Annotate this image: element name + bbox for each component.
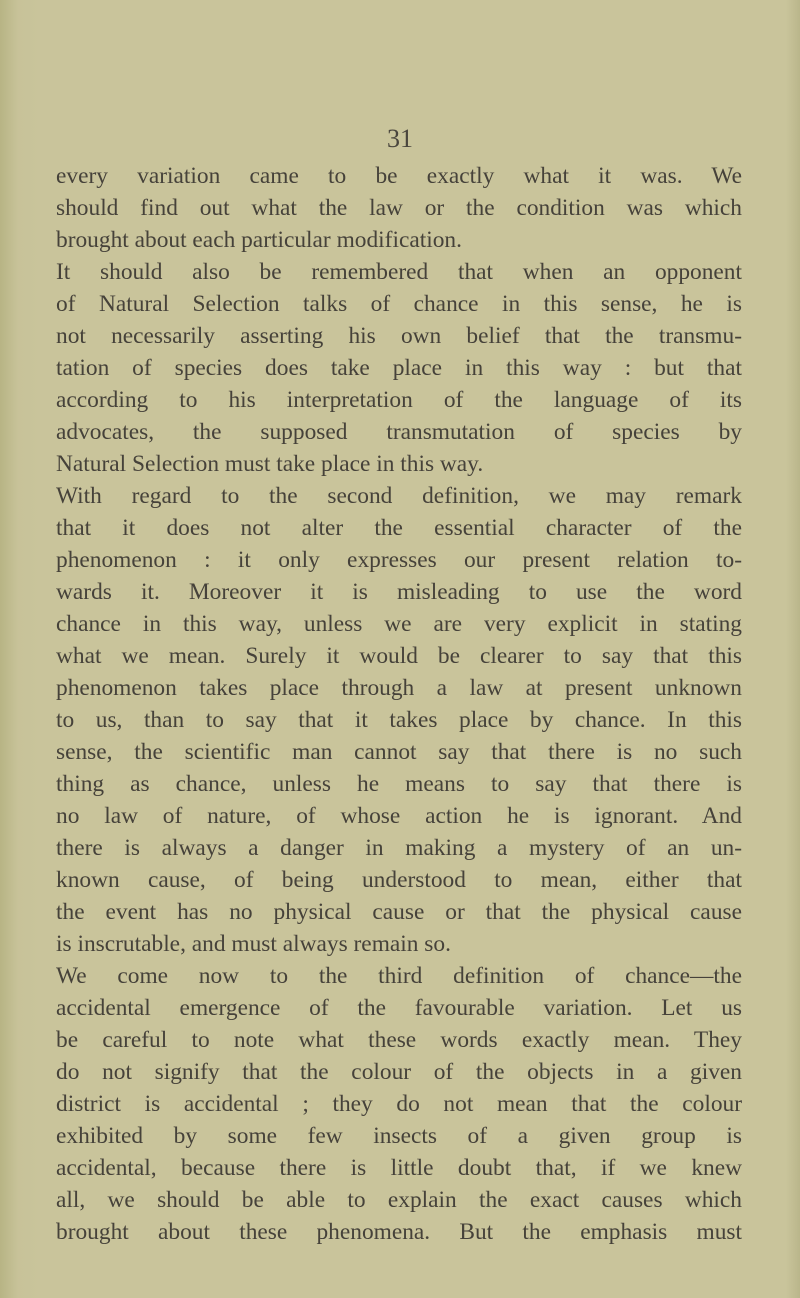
text-line: It should also be remembered that when an opponent [56, 259, 742, 285]
text-line: chance in this way, unless we are very explicit in stating [56, 611, 742, 637]
text-line: With regard to the second definition, we may remark [56, 483, 742, 509]
text-line: to us, than to say that it takes place by chance. In this [56, 707, 742, 733]
text-line: brought about each particular modification. [56, 227, 462, 253]
text-line: every variation came to be exactly what it was. We [56, 163, 742, 189]
text-line: the event has no physical cause or that the physical cause [56, 899, 742, 925]
text-line: should find out what the law or the condition was which [56, 195, 742, 221]
text-line: accidental emergence of the favourable variation. Let us [56, 995, 742, 1021]
text-line: is inscrutable, and must always remain so. [56, 931, 451, 957]
text-line: advocates, the supposed transmutation of species by [56, 419, 742, 445]
text-line: according to his interpretation of the language of its [56, 387, 742, 413]
text-line: brought about these phenomena. But the emphasis must [56, 1219, 742, 1245]
text-line: be careful to note what these words exactly mean. They [56, 1027, 742, 1053]
text-line: known cause, of being understood to mean, either that [56, 867, 742, 893]
text-line: what we mean. Surely it would be clearer to say that this [56, 643, 742, 669]
text-line: not necessarily asserting his own belief that the transmu- [56, 323, 742, 349]
body-text [56, 160, 742, 1248]
text-line: We come now to the third definition of chance—the [56, 963, 742, 989]
text-line: no law of nature, of whose action he is ignorant. And [56, 803, 742, 829]
text-line: phenomenon : it only expresses our present relation to- [56, 547, 742, 573]
text-line: accidental, because there is little doubt that, if we knew [56, 1155, 742, 1181]
text-line: tation of species does take place in this way : but that [56, 355, 742, 381]
text-line: exhibited by some few insects of a given group is [56, 1123, 742, 1149]
text-line: there is always a danger in making a mystery of an un- [56, 835, 742, 861]
text-line: sense, the scientific man cannot say that there is no such [56, 739, 742, 765]
text-line: district is accidental ; they do not mean that the colour [56, 1091, 742, 1117]
text-line: do not signify that the colour of the objects in a given [56, 1059, 742, 1085]
text-line: Natural Selection must take place in this way. [56, 451, 484, 477]
page-number: 31 [387, 124, 413, 153]
text-line: all, we should be able to explain the exact causes which [56, 1187, 742, 1213]
text-line: wards it. Moreover it is misleading to use the word [56, 579, 742, 605]
text-line: thing as chance, unless he means to say that there is [56, 771, 742, 797]
text-line: phenomenon takes place through a law at present unknown [56, 675, 742, 701]
text-line: that it does not alter the essential character of the [56, 515, 742, 541]
text-line: of Natural Selection talks of chance in this sense, he is [56, 291, 742, 317]
